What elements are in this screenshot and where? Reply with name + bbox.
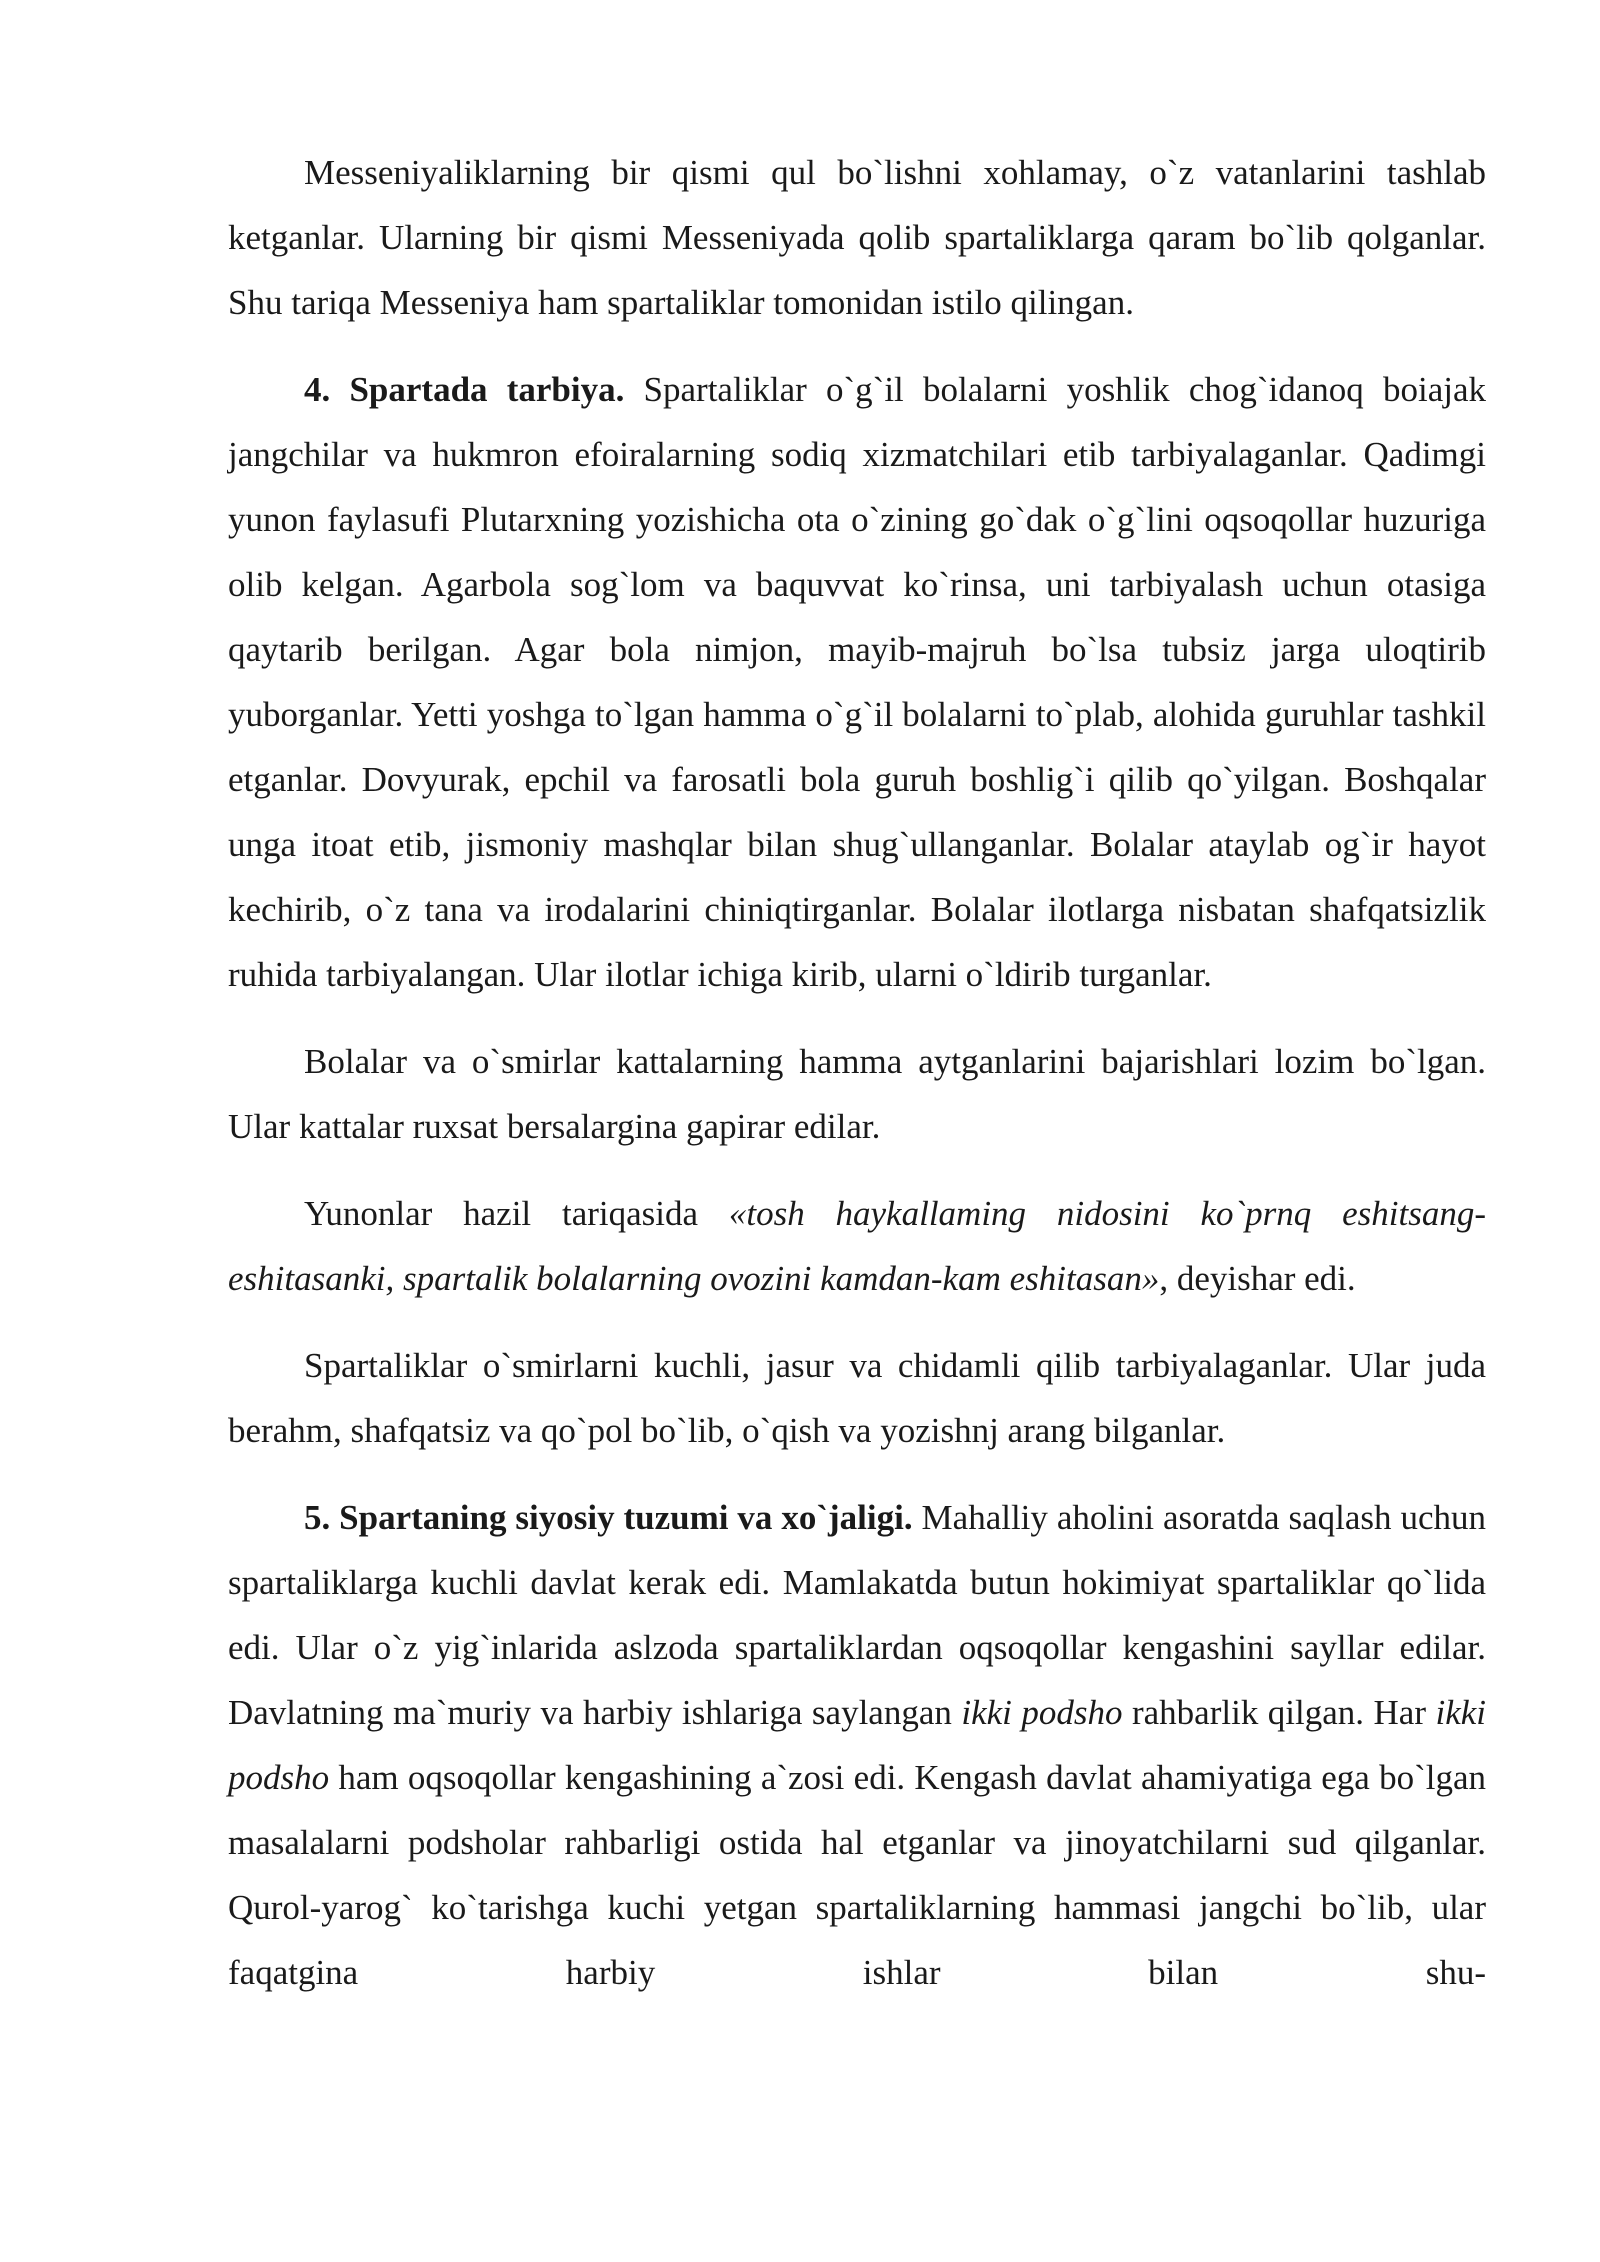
- section-heading-5: 5. Spartaning siyosiy tuzumi va xo`jaligi.: [304, 1498, 913, 1537]
- italic-term: ikki podsho: [228, 1693, 1487, 1797]
- paragraph-spartada-tarbiya: [228, 357, 1486, 1007]
- paragraph-text: rahbarlik qilgan. Har: [1122, 1693, 1436, 1732]
- paragraph-yunonlar-hazil: [228, 1181, 1486, 1311]
- paragraph-text: Spartaliklar o`smirlarni kuchli, jasur va chidamli qilib tarbiyalaganlar. Ular juda berahm, shafqatsiz va qo`pol bo`lib, o`qish va yozishnj arang bilganlar.: [228, 1346, 1486, 1450]
- document-page: [228, 140, 1486, 2027]
- paragraph-text: Bolalar va o`smirlar kattalarning hamma aytganlarini bajarishlari lozim bo`lgan. Ular kattalar ruxsat bersalargina gapirar edilar.: [228, 1042, 1486, 1146]
- paragraph-lead: Yunonlar hazil tariqasida: [304, 1194, 729, 1233]
- paragraph-siyosiy-tuzum: [228, 1485, 1486, 2005]
- paragraph-text: Messeniyaliklarning bir qismi qul bo`lishni xohlamay, o`z vatanlarini tashlab ketganlar. Ularning bir qismi Messeniyada qolib spartaliklarga qaram bo`lib qolganlar. Shu tariqa Messeniya ham spartaliklar tomonidan istilo qilingan.: [228, 153, 1486, 322]
- paragraph-text: ham oqsoqollar kengashining a`zosi edi. Kengash davlat ahamiyatiga ega bo`lgan masalalarni podsholar rahbarligi ostida hal etganlar va jinoyatchilarni sud qilganlar. Qurol-yarog` ko`tarishga kuchi yetgan spartaliklarning hammasi jangchi bo`lib, ular faqatgina harbiy ishlar bilan shu-: [228, 1758, 1486, 1992]
- paragraph-text: Mahalliy aholini asoratda saqlash uchun spartaliklarga kuchli davlat kerak edi. Mamlakatda butun hokimiyat spartaliklar qo`lida edi. Ular o`z yig`inlarida aslzoda spartaliklardan oqsoqollar kengashini sayllar edilar. Davlatning ma`muriy va harbiy ishlariga saylangan: [228, 1498, 1487, 1732]
- italic-term: ikki podsho: [961, 1693, 1123, 1732]
- paragraph-spartaliklar-osmirlar: [228, 1333, 1486, 1463]
- quote-text: «tosh haykallaming nidosini ko`prnq eshitsang-eshitasanki, spartalik bolalarning ovozini kamdan-kam eshitasan»: [228, 1194, 1486, 1298]
- paragraph-messeniya: [228, 140, 1486, 335]
- paragraph-text: Spartaliklar o`g`il bolalarni yoshlik chog`idanoq boiajak jangchilar va hukmron efoiralarning sodiq xizmatchilari etib tarbiyalaganlar. Qadimgi yunon faylasufi Plutarxning yozishicha ota o`zining go`dak o`g`lini oqsoqollar huzuriga olib kelgan. Agarbola sog`lom va baquvvat ko`rinsa, uni tarbiyalash uchun otasiga qaytarib berilgan. Agar bola nimjon, mayib-majruh bo`lsa tubsiz jarga uloqtirib yuborganlar. Yetti yoshga to`lgan hamma o`g`il bolalarni to`plab, alohida guruhlar tashkil etganlar. Dovyurak, epchil va farosatli bola guruh boshlig`i qilib qo`yilgan. Boshqalar unga itoat etib, jismoniy mashqlar bilan shug`ullanganlar. Bolalar ataylab og`ir hayot kechirib, o`z tana va irodalarini chiniqtirganlar. Bolalar ilotlarga nisbatan shafqatsizlik ruhida tarbiyalangan. Ular ilotlar ichiga kirib, ularni o`ldirib turganlar.: [228, 370, 1486, 994]
- section-heading-4: 4. Spartada tarbiya.: [304, 370, 625, 409]
- paragraph-tail: , deyishar edi.: [1159, 1259, 1356, 1298]
- paragraph-bolalar-osmirlar: [228, 1029, 1486, 1159]
